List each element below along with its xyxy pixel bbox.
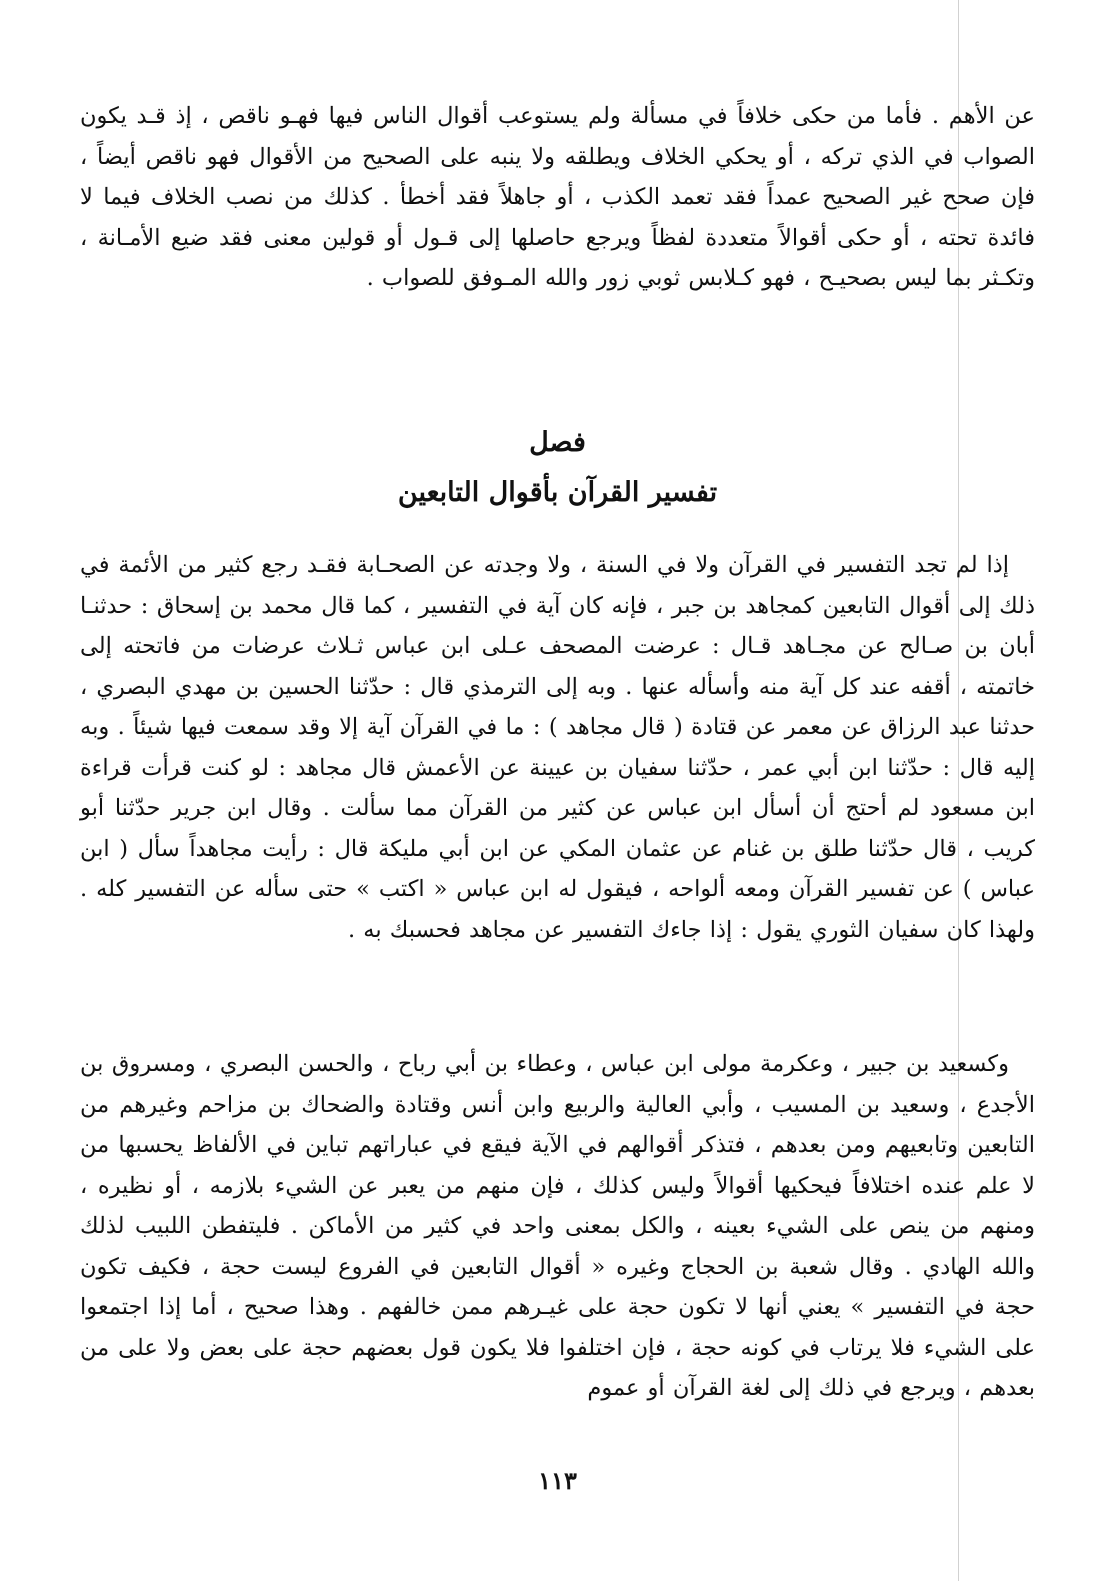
page-number: ١١٣ (538, 1466, 577, 1495)
section-heading-title: تفسير القرآن بأقوال التابعين (397, 477, 718, 508)
tabiin-list-paragraph (80, 1044, 1035, 1409)
section-heading (80, 418, 1035, 518)
opening-paragraph-text: عن الأهم . فأما من حكى خلافاً في مسألة ولم يستوعب أقوال الناس فيها فهـو ناقص ، إذ قـد يكون الصواب في الذي تركه ، أو يحكي الخلاف ويطلقه ولا ينبه على الصحيح من الأقوال فهو ناقص أيضاً ، فإن صحح غير الصحيح عمداً فقد تعمد الكذب ، أو جاهلاً فقد أخطأ . كذلك من نصب الخلاف فيما لا فائدة تحته ، أو حكى أقوالاً متعددة لفظاً ويرجع حاصلها إلى قـول أو قولين معنى فقد ضيع الأمـانة ، وتكـثر بما ليس بصحيـح ، فهو كـلابس ثوبي زور والله المـوفق للصواب . (80, 103, 1035, 291)
tabiin-list-paragraph-text: وكسعيد بن جبير ، وعكرمة مولى ابن عباس ، وعطاء بن أبي رباح ، والحسن البصري ، ومسروق بن الأجدع ، وسعيد بن المسيب ، وأبي العالية والربيع وابن أنس وقتادة والضحاك بن مزاحم وغيرهم من التابعين وتابعيهم ومن بعدهم ، فتذكر أقوالهم في الآية فيقع في عباراتهم تباين في الألفاظ يحسبها من لا علم عنده اختلافاً فيحكيها أقوالاً وليس كذلك ، فإن منهم من يعبر عن الشيء بلازمه ، أو نظيره ، ومنهم من ينص على الشيء بعينه ، والكل بمعنى واحد في كثير من الأماكن . فليتفطن اللبيب لذلك والله الهادي . وقال شعبة بن الحجاج وغيره « أقوال التابعين في الفروع ليست حجة ، فكيف تكون حجة في التفسير » يعني أنها لا تكون حجة على غيـرهم ممن خالفهم . وهذا صحيح ، أما إذا اجتمعوا على الشيء فلا يرتاب في كونه حجة ، فإن اختلفوا فلا يكون قول بعضهم حجة على بعض ولا على من بعدهم ، ويرجع في ذلك إلى لغة القرآن أو عموم (80, 1051, 1035, 1401)
section-heading-label: فصل (529, 427, 586, 458)
opening-paragraph (80, 96, 1035, 299)
tabiin-tafsir-paragraph-text: إذا لم تجد التفسير في القرآن ولا في السنة ، ولا وجدته عن الصحـابة فقـد رجع كثير من الأئمة في ذلك إلى أقوال التابعين كمجاهد بن جبر ، فإنه كان آية في التفسير ، كما قال محمد بن إسحاق : حدثنـا أبان بن صـالح عن مجـاهد قـال : عرضت المصحف عـلى ابن عباس ثـلاث عرضات من فاتحته إلى خاتمته ، أقفه عند كل آية منه وأسأله عنها . وبه إلى الترمذي قال : حدّثنا الحسين بن مهدي البصري ، حدثنا عبد الرزاق عن معمر عن قتادة ( قال مجاهد ) : ما في القرآن آية إلا وقد سمعت فيها شيئاً . وبه إليه قال : حدّثنا ابن أبي عمر ، حدّثنا سفيان بن عيينة عن الأعمش قال مجاهد : لو كنت قرأت قراءة ابن مسعود لم أحتج أن أسأل ابن عباس عن كثير من القرآن مما سألت . وقال ابن جرير حدّثنا أبو كريب ، قال حدّثنا طلق بن غنام عن عثمان المكي عن ابن أبي مليكة قال : رأيت مجاهداً سأل ( ابن عباس ) عن تفسير القرآن ومعه ألواحه ، فيقول له ابن عباس « اكتب » حتى سأله عن التفسير كله . ولهذا كان سفيان الثوري يقول : إذا جاءك التفسير عن مجاهد فحسبك به . (80, 552, 1035, 943)
tabiin-tafsir-paragraph (80, 545, 1035, 950)
